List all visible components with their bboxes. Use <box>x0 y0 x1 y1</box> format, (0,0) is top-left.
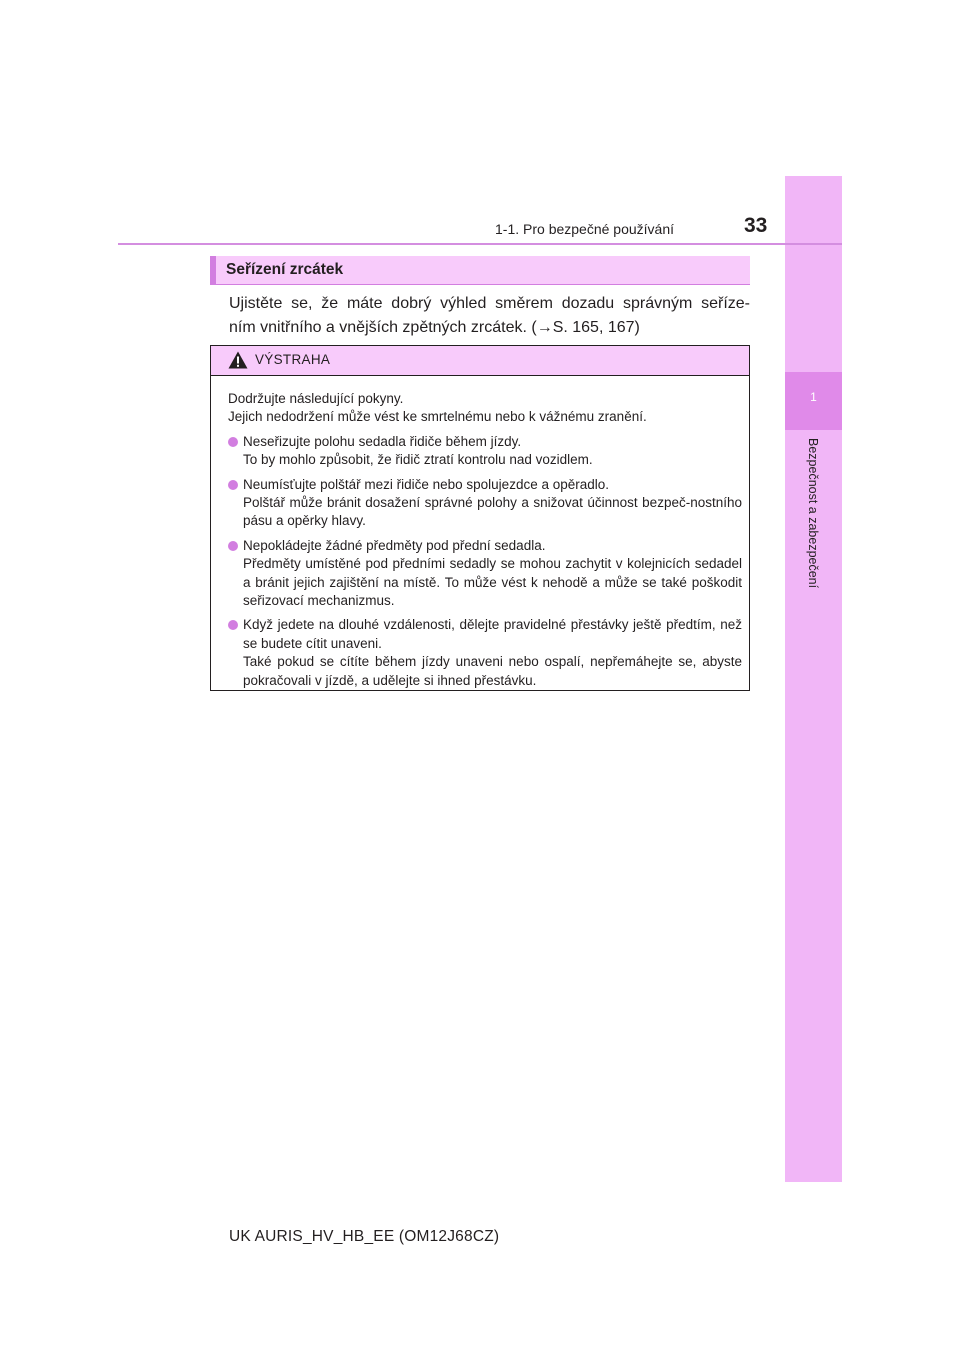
bullet-icon <box>228 541 238 551</box>
warning-item <box>228 616 742 690</box>
warning-intro-line: Dodržujte následující pokyny. <box>228 391 404 406</box>
warning-item <box>228 433 742 470</box>
warning-body <box>228 390 742 696</box>
warning-title: VÝSTRAHA <box>255 352 331 367</box>
warning-intro-line: Jejich nedodržení může vést ke smrtelnému nebo k vážnému zranění. <box>228 409 647 425</box>
side-tab-number: 1 <box>810 390 817 404</box>
side-tab-strip <box>785 176 842 1182</box>
warning-item <box>228 476 742 531</box>
side-tab-label: Bezpečnost a zabezpečení <box>806 438 820 589</box>
section-intro-line: ním vnitřního a vnějších zpětných zrcátek. (→S. 165, 167) <box>229 319 640 336</box>
warning-triangle-icon <box>228 351 248 369</box>
bullet-icon <box>228 620 238 630</box>
warning-item-line: To by mohlo způsobit, že řidič ztratí kontrolu nad vozidlem. <box>243 452 593 468</box>
page-number: 33 <box>744 214 768 237</box>
section-heading <box>210 256 750 285</box>
warning-item-line: Polštář může bránit dosažení správné polohy a snižovat účinnost bezpeč-nostního pásu a opěrky hlavy. <box>243 495 742 529</box>
footer-model-code: UK AURIS_HV_HB_EE (OM12J68CZ) <box>229 1228 500 1245</box>
bullet-icon <box>228 437 238 447</box>
warning-item-line: Když jedete na dlouhé vzdálenosti, dělejte pravidelné přestávky ještě předtím, než se budete cítit unaveni. <box>243 617 742 651</box>
warning-item <box>228 537 742 611</box>
section-intro-line: Ujistěte se, že máte dobrý výhled směrem dozadu správným seříze- <box>229 295 750 312</box>
section-heading-title: Seřízení zrcátek <box>226 261 344 278</box>
bullet-icon <box>228 480 238 490</box>
section-intro <box>229 292 750 340</box>
warning-item-line: Také pokud se cítíte během jízdy unaveni nebo ospalí, nepřemáhejte se, abyste pokračovali v jízdě, a udělejte si ihned přestávku. <box>243 654 742 688</box>
header-divider <box>118 243 842 245</box>
header-section-title: 1-1. Pro bezpečné používání <box>495 221 675 237</box>
warning-box <box>210 345 750 691</box>
warning-item-line: Neumísťujte polštář mezi řidiče nebo spolujezdce a opěradlo. <box>243 476 610 492</box>
warning-header <box>211 346 749 376</box>
warning-item-line: Nepokládejte žádné předměty pod přední sedadla. <box>243 537 546 553</box>
warning-item-line: Neseřizujte polohu sedadla řidiče během jízdy. <box>243 433 522 449</box>
warning-item-line: Předměty umístěné pod předními sedadly se mohou zachytit v kolejnicích sedadel a bránit jejich zajištění na místě. To může vést k nehodě a může se také poškodit seřizovací mechanizmus. <box>243 556 742 609</box>
section-heading-underline <box>210 284 750 285</box>
